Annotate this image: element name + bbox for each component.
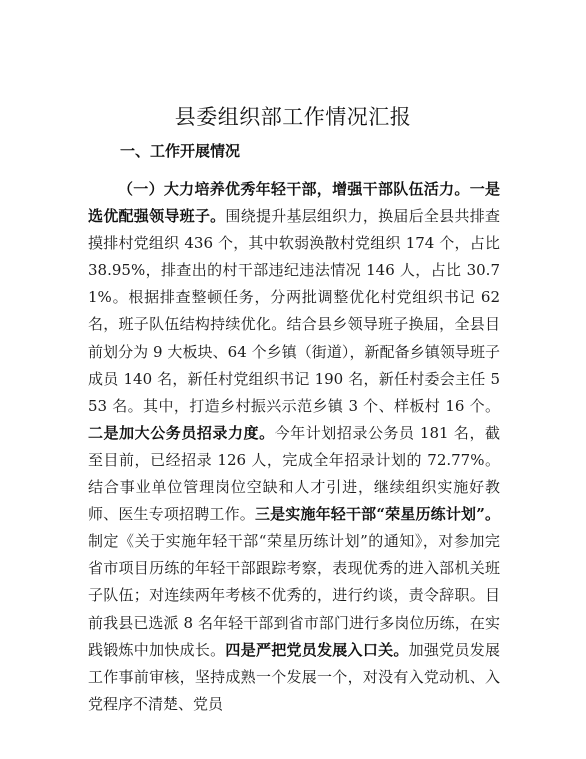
point-heading-3: 三是实施年轻干部“荣星历练计划”。 [254,505,500,524]
page-title: 县委组织部工作情况汇报 [174,105,412,129]
paragraph-subheading: （一）大力培养优秀年轻干部，增强干部队伍活力。 [118,180,470,198]
point-heading-4: 四是严把党员发展入口关。 [225,640,409,659]
point-body-3: 制定《关于实施年轻干部“荣星历练计划”的通知》，对参加完省市项目历练的年轻干部跟踪考察，表现优秀的进入部机关班子队伍；对连续两年考核不优秀的，进行约谈，责令辞职。目前我县已选派 8 名年轻干部到省市部门进行多岗位历练，在实践锻炼中加快成长。 [88,532,500,659]
body-paragraph [88,176,500,718]
point-body-1: 围绕提升基层组织力，换届后全县共排查摸排村党组织 436 个，其中软弱涣散村党组织 174 个，占比 38.95%，排查出的村干部违纪违法情况 146 人，占比 30.71%。根据排查整顿任务，分两批调整优化村党组织书记 62 名，班子队伍结构持续优化。结合县乡领导班子换届，全县目前划分为 9 大板块、64 个乡镇（街道），新配备乡镇领导班子成员 140 名，新任村党组织书记 190 名，新任村委会主任 553 名。其中，打造乡村振兴示范乡镇 3 个、样板村 16 个。 [88,207,500,415]
point-body-2: 今年计划招录公务员 181 名，截至目前，已经招录 126 人，完成全年招录计划的 72.77%。结合事业单位管理岗位空缺和人才引进，继续组织实施好教师、医生专项招聘工作。 [88,423,500,524]
section-heading: 一、工作开展情况 [120,142,241,160]
point-body-4: 加强党员发展工作事前审核，坚持成熟一个发展一个，对没有入党动机、入党程序不清楚、党员 [88,640,500,713]
point-heading-1: 一是选优配强领导班子。 [88,180,500,226]
point-heading-2: 二是加大公务员招录力度。 [88,423,275,442]
